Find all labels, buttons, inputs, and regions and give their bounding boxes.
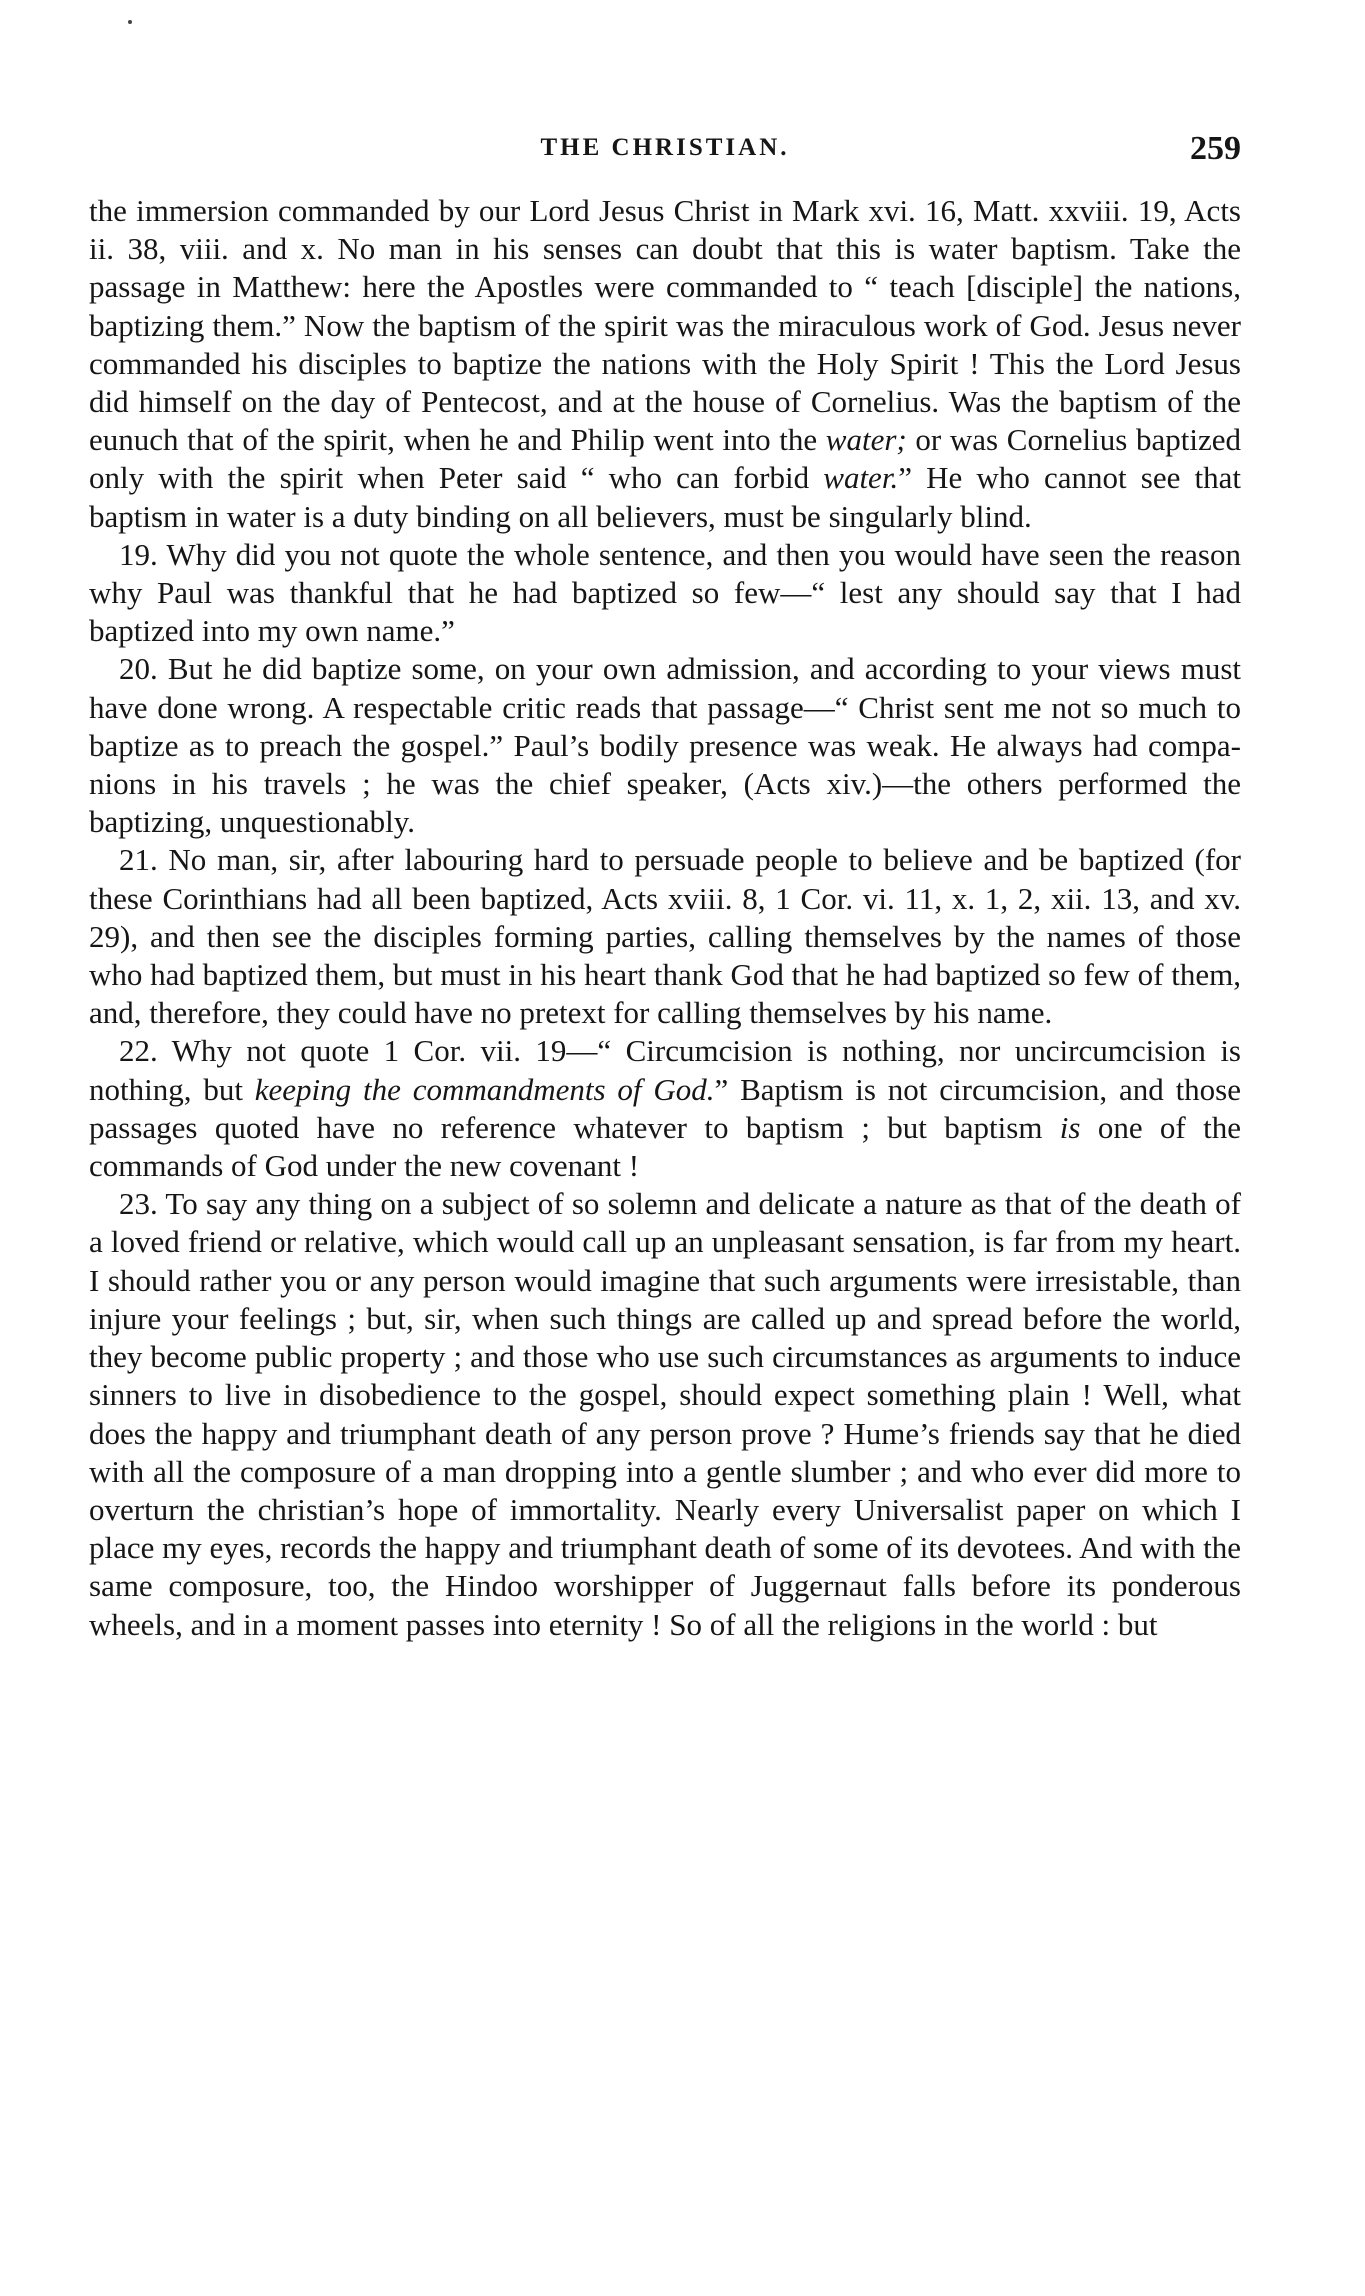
text-run: or was Cornelius baptized only with the spirit when Peter said “ who can forbid: [89, 422, 1241, 496]
page-number: 259: [1190, 130, 1241, 167]
text-run: 22. Why not quote 1 Cor. vii. 19—“ Circumcision is nothing, nor uncircumcision is nothing, but: [89, 1033, 1241, 1107]
body-text: [89, 192, 1241, 1644]
paragraph-23: [89, 1185, 1241, 1643]
paragraph-21: [89, 841, 1241, 1032]
italic-run: water;: [825, 422, 907, 458]
paragraph-22: [89, 1032, 1241, 1185]
paragraph-continuation: [89, 192, 1241, 536]
text-run: 23. To say any thing on a subject of so solemn and delicate a nature as that of the death of a loved friend or relative, which would call up an unpleasant sensation, is far from my heart. I should rather you or any person would imagine that such arguments were irresistable, than injure your feelings ; but, sir, when such things are called up and spread before the world, they become public property ; and those who use such circumstances as arguments to induce sinners to live in disobedience to the gospel, should expect something plain ! Well, what does the happy and triumphant death of any person prove ? Hume’s friends say that he died with all the composure of a man dropping into a gentle slumber ; and who ever did more to overturn the christian’s hope of immortality. Nearly every Universalist paper on which I place my eyes, records the happy and triumphant death of some of its devotees. And with the same composure, too, the Hindoo worshipper of Juggernaut falls before its ponderous wheels, and in a moment passes into eternity ! So of all the religions in the world : but: [89, 1186, 1241, 1642]
text-run: 21. No man, sir, after labouring hard to persuade people to believe and be baptized (for these Corinthians had all been baptized, Acts xviii. 8, 1 Cor. vi. 11, x. 1, 2, xii. 13, and xv. 29), and then see the disciples forming parties, calling themselves by the names of those who had baptized them, but must in his heart thank God that he had baptized so few of them, and, therefore, they could have no pretext for calling themselves by his name.: [89, 842, 1241, 1031]
text-run: ” Baptism is not circumcision, and those passages quoted have no reference whatever to baptism ; but baptism: [89, 1071, 1242, 1145]
italic-run: water.: [823, 460, 899, 496]
italic-run: is: [1059, 1109, 1081, 1145]
italic-run: keeping the commandments of God.: [254, 1071, 715, 1107]
running-title: THE CHRISTIAN.: [540, 134, 790, 161]
print-speck: [128, 20, 132, 24]
text-run: the immersion commanded by our Lord Jesus Christ in Mark xvi. 16, Matt. xxviii. 19, Acts ii. 38, viii. and x. No man in his senses can doubt that this is water baptism. Take the passage in Matthew: here the Apostles were commanded to “ teach [disciple] the nations, baptizing them.” Now the baptism of the spirit was the miraculous work of God. Jesus never commanded his disciples to baptize the nations with the Holy Spirit ! This the Lord Jesus did himself on the day of Pentecost, and at the house of Cornelius. Was the baptism of the eunuch that of the spirit, when he and Philip went into the: [89, 193, 1241, 458]
text-run: 20. But he did baptize some, on your own admission, and according to your views must have done wrong. A respectable critic reads that passage—“ Christ sent me not so much to baptize as to preach the gospel.” Paul’s bodily presence was weak. He always had companions in his travels ; he was the chief speaker, (Acts xiv.)—the others performed the baptizing, unquestionably.: [89, 651, 1241, 840]
text-run: 19. Why did you not quote the whole sentence, and then you would have seen the reason why Paul was thankful that he had baptized so few—“ lest any should say that I had baptized into my own name.”: [89, 536, 1241, 649]
paragraph-19: [89, 536, 1241, 651]
paragraph-20: [89, 650, 1241, 841]
text-run: one of the commands of God under the new covenant !: [89, 1109, 1241, 1184]
book-page: [89, 130, 1241, 1644]
text-run: ” He who cannot see that baptism in water is a duty binding on all believers, must be singularly blind.: [89, 460, 1241, 534]
page-header: [89, 130, 1241, 186]
